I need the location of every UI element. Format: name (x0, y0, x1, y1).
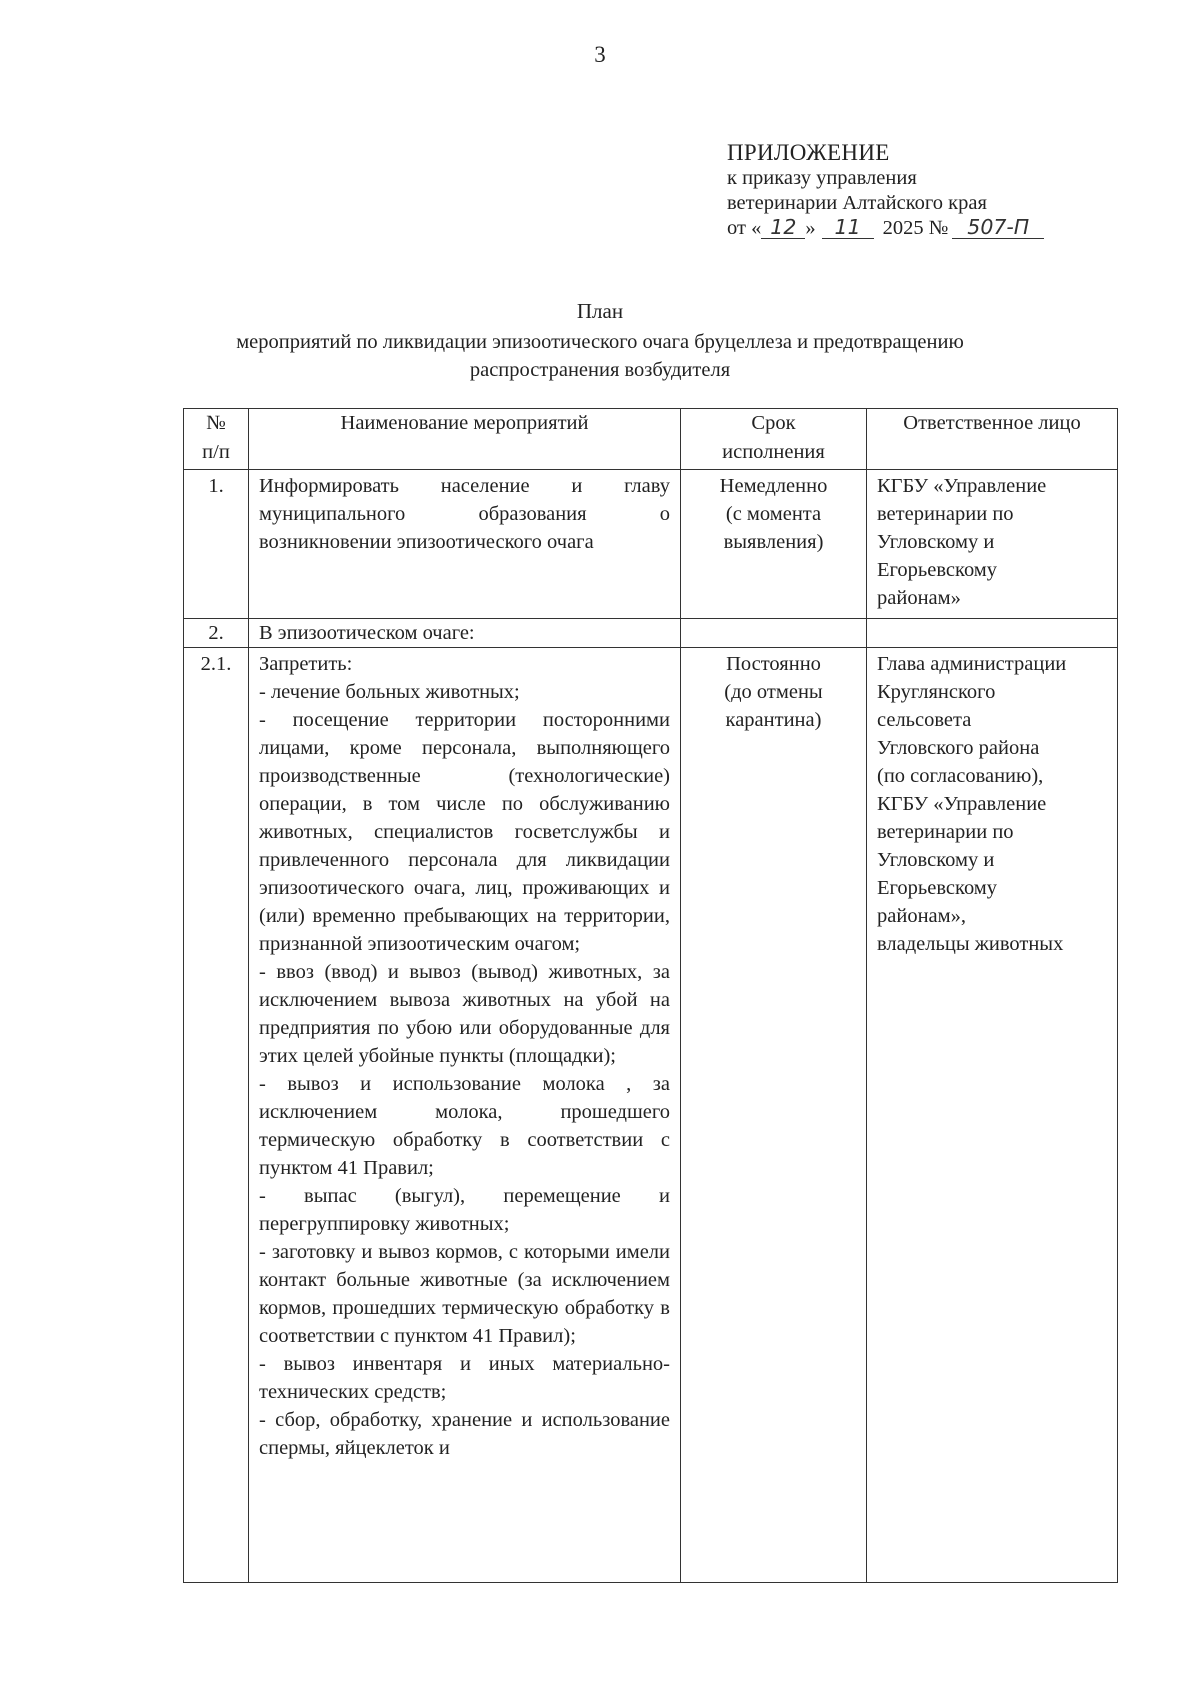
row-number: 2. (184, 619, 249, 648)
appendix-heading: ПРИЛОЖЕНИЕ (727, 140, 890, 165)
activity-item: Запретить: (259, 653, 353, 675)
appendix-block (727, 140, 1087, 241)
date-quote-close: » (805, 217, 816, 239)
table-header-row (184, 409, 1118, 470)
row-deadline: Немедленно (с момента выявления) (681, 470, 867, 619)
activity-item: - лечение больных животных; (259, 681, 520, 703)
row-deadline: Постоянно (до отмены карантина) (681, 648, 867, 1583)
appendix-line-order: к приказу управления (727, 167, 917, 189)
row-deadline (681, 619, 867, 648)
table-row (184, 470, 1118, 619)
plan-table (183, 408, 1118, 1583)
page-number: 3 (594, 42, 606, 67)
activity-item: - сбор, обработку, хранение и использование спермы, яйцеклеток и (259, 1409, 670, 1459)
activity-item: - вывоз и использование молока , за исключением молока, прошедшего термическую обработку в соответствии с пунктом 41 Правил; (259, 1073, 670, 1179)
row-number: 1. (184, 470, 249, 619)
activity-item: - заготовку и вывоз кормов, с которыми имели контакт больные животные (за исключением кормов, прошедших термическую обработку в соответствии с пунктом 41 Правил); (259, 1241, 670, 1347)
plan-title-subtitle-1: мероприятий по ликвидации эпизоотического очага бруцеллеза и предотвращению (236, 331, 964, 353)
row-responsible: КГБУ «Управление ветеринарии по Угловскому и Егорьевскому районам» (867, 470, 1118, 619)
row-activity (249, 648, 681, 1583)
activity-item: - посещение территории посторонними лицами, кроме персонала, выполняющего производственные (технологические) операции, в том числе по обслуживанию животных, специалистов госветслужбы и привлеченного персонала для ликвидации эпизоотического очага, лиц, проживающих и (или) временно пребывающих на территории, признанной эпизоотическим очагом; (259, 709, 670, 955)
handwritten-day: 12 (761, 217, 805, 239)
activity-item: - выпас (выгул), перемещение и перегруппировку животных; (259, 1185, 670, 1235)
handwritten-month: 11 (822, 217, 874, 239)
appendix-line-authority: ветеринарии Алтайского края (727, 192, 987, 214)
row-activity: В эпизоотическом очаге: (249, 619, 681, 648)
row-responsible (867, 619, 1118, 648)
appendix-date-line (727, 216, 1087, 241)
activity-item: - ввоз (ввод) и вывоз (вывод) животных, за исключением вывоза животных на убой на предприятия по убою или оборудованные для этих целей убойные пункты (площадки); (259, 961, 670, 1067)
header-deadline: Срок исполнения (681, 409, 867, 470)
plan-title-main: План (576, 299, 624, 323)
row-activity: Информировать население и главу муниципального образования о возникновении эпизоотического очага (249, 470, 681, 619)
row-responsible: Глава администрации Круглянского сельсовета Угловского района (по согласованию), КГБУ «Управление ветеринарии по Угловскому и Егорьевскому районам», владельцы животных (867, 648, 1118, 1583)
activity-item: - вывоз инвентаря и иных материально-технических средств; (259, 1353, 670, 1403)
row-number: 2.1. (184, 648, 249, 1583)
header-number: № п/п (184, 409, 249, 470)
plan-title (0, 297, 1200, 384)
date-prefix: от « (727, 217, 762, 239)
plan-title-subtitle-2: распространения возбудителя (469, 359, 731, 381)
header-responsible: Ответственное лицо (867, 409, 1118, 470)
header-activity: Наименование мероприятий (249, 409, 681, 470)
table-row (184, 619, 1118, 648)
handwritten-order-number: 507-П (952, 217, 1044, 239)
date-year: 2025 № (882, 217, 949, 239)
table-row (184, 648, 1118, 1583)
